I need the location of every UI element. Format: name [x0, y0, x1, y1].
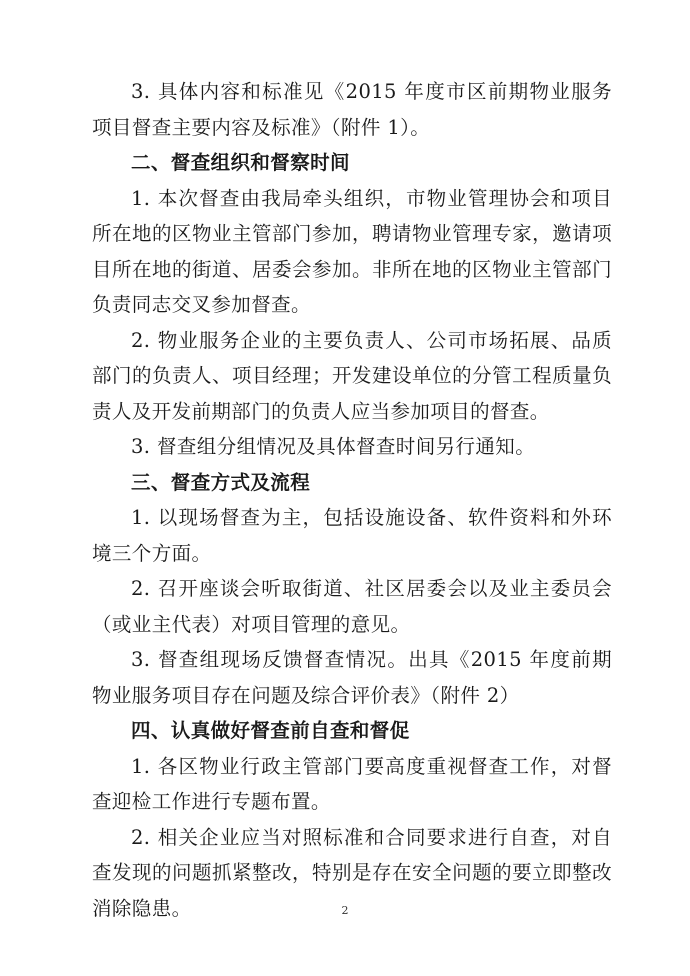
paragraph-3-2: 2. 召开座谈会听取街道、社区居委会以及业主委员会（或业主代表）对项目管理的意见。: [92, 577, 612, 636]
section-heading-3: 三、督查方式及流程: [131, 470, 311, 494]
paragraph-1-3-content-standards: 3. 具体内容和标准见《2015 年度市区前期物业服务项目督查主要内容及标准》（附件 1）。: [92, 80, 612, 139]
page-number: 2: [341, 904, 349, 917]
paragraph-4-2: 2. 相关企业应当对照标准和合同要求进行自查，对自查发现的问题抓紧整改，特别是存在安全问题的要立即整改消除隐患。: [92, 825, 612, 920]
paragraph-2-3: 3. 督查组分组情况及具体督查时间另行通知。: [131, 435, 536, 458]
paragraph-2-1: 1. 本次督查由我局牵头组织，市物业管理协会和项目所在地的区物业主管部门参加，聘请物业管理专家，邀请项目所在地的街道、居委会参加。非所在地的区物业主管部门负责同志交叉参加督查。: [92, 186, 612, 316]
document-body: [92, 74, 612, 926]
paragraph-4-1: 1. 各区物业行政主管部门要高度重视督查工作，对督查迎检工作进行专题布置。: [92, 754, 612, 813]
section-heading-2: 二、督查组织和督察时间: [131, 151, 350, 174]
paragraph-3-1: 1. 以现场督查为主，包括设施设备、软件资料和外环境三个方面。: [92, 506, 612, 565]
paragraph-2-2: 2. 物业服务企业的主要负责人、公司市场拓展、品质部门的负责人、项目经理；开发建设单位的分管工程质量负责人及开发前期部门的负责人应当参加项目的督查。: [92, 328, 612, 423]
section-heading-4: 四、认真做好督查前自查和督促: [131, 719, 410, 742]
paragraph-3-3: 3. 督查组现场反馈督查情况。出具《2015 年度前期物业服务项目存在问题及综合评价表》（附件 2）: [92, 648, 612, 707]
